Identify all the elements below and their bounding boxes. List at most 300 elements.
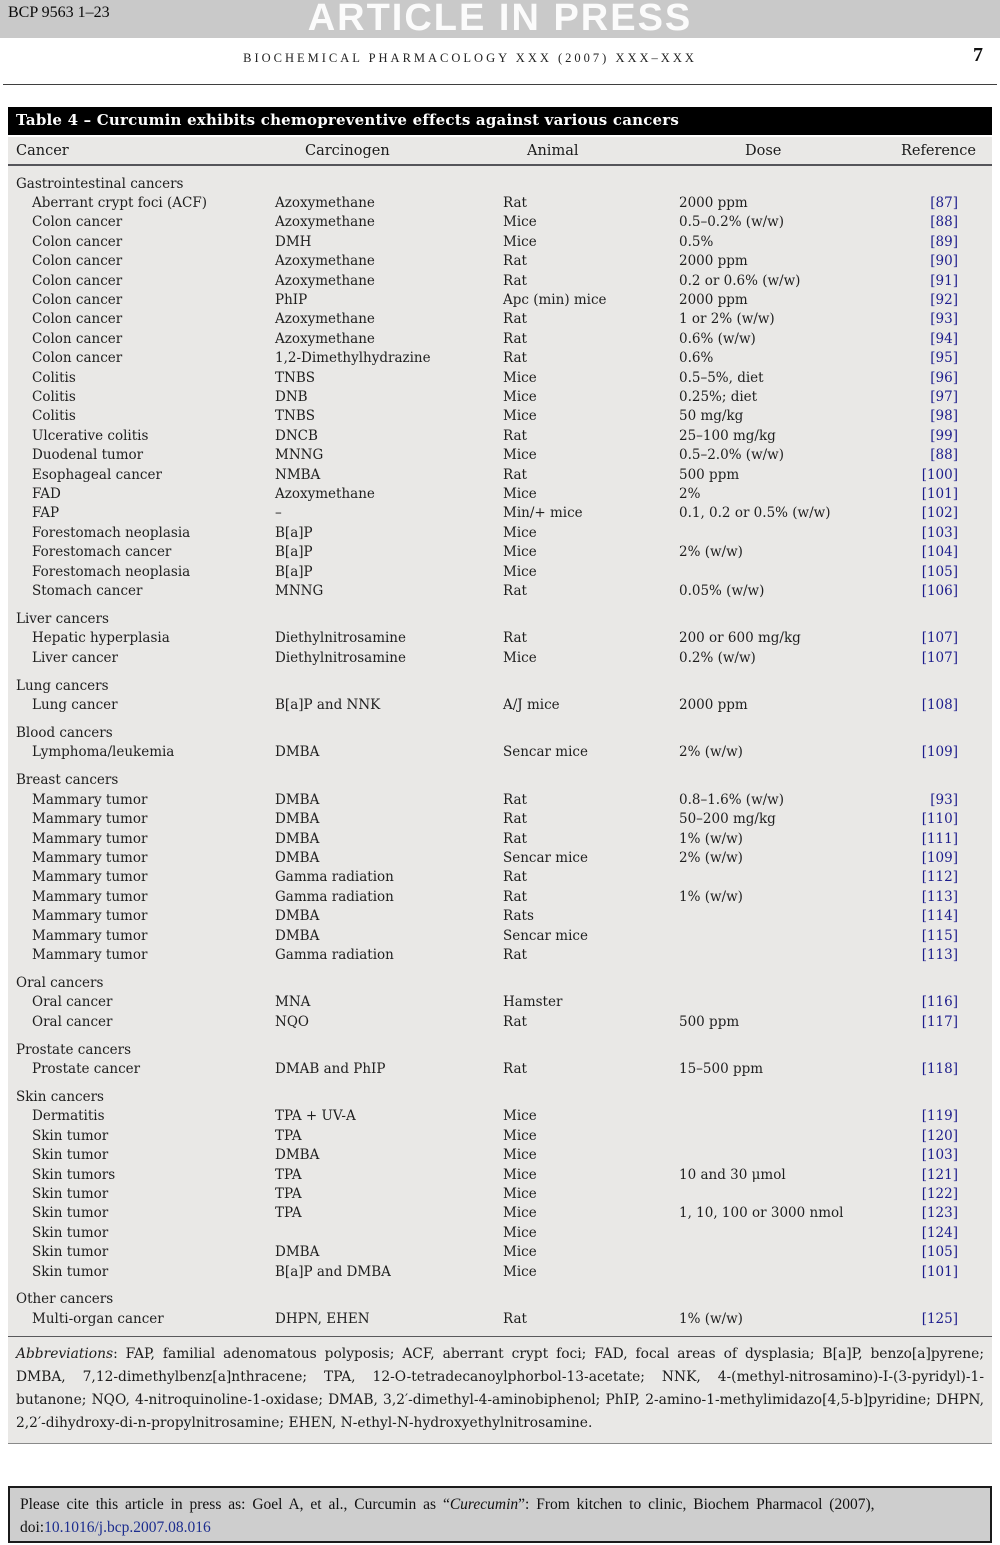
reference-link[interactable]: [105] bbox=[921, 563, 958, 580]
cell-cancer: Colon cancer bbox=[32, 311, 123, 328]
column-header: Cancer bbox=[8, 137, 275, 165]
table-row bbox=[8, 310, 992, 329]
reference-link[interactable]: [123] bbox=[921, 1205, 958, 1222]
cell-carcinogen: PhIP bbox=[275, 291, 308, 308]
cell-cancer: Forestomach cancer bbox=[32, 544, 172, 561]
cell-animal: Rat bbox=[503, 888, 527, 905]
table-row bbox=[8, 252, 992, 271]
cell-cancer: Aberrant crypt foci (ACF) bbox=[32, 194, 208, 211]
table-4 bbox=[8, 107, 992, 1444]
cell-animal: Rat bbox=[503, 1060, 527, 1077]
cell-dose: 1% (w/w) bbox=[679, 1310, 743, 1327]
cell-cancer: Esophageal cancer bbox=[32, 466, 162, 483]
cell-dose: 2000 ppm bbox=[679, 697, 748, 714]
cell-reference bbox=[900, 1185, 992, 1204]
cell-reference bbox=[900, 485, 992, 504]
cell-animal: Mice bbox=[503, 544, 537, 561]
cell-reference bbox=[900, 1310, 992, 1336]
cell-animal: Mice bbox=[503, 1108, 537, 1125]
reference-link[interactable]: [96] bbox=[930, 369, 958, 386]
cell-carcinogen: Azoxymethane bbox=[275, 486, 375, 502]
cell-carcinogen: B[a]P and NNK bbox=[275, 697, 381, 714]
cell-reference bbox=[900, 888, 992, 907]
table-row bbox=[8, 1204, 992, 1223]
reference-link[interactable]: [125] bbox=[921, 1310, 958, 1327]
cell-animal: Mice bbox=[503, 563, 537, 580]
cell-animal: Rat bbox=[503, 427, 527, 444]
cell-dose: 0.1, 0.2 or 0.5% (w/w) bbox=[679, 505, 831, 522]
cell-cancer: Multi-organ cancer bbox=[32, 1310, 164, 1327]
reference-link[interactable]: [108] bbox=[921, 697, 958, 714]
cell-animal: Rat bbox=[503, 311, 527, 328]
cell-cancer: Mammary tumor bbox=[32, 888, 148, 905]
cell-carcinogen: Azoxymethane bbox=[275, 311, 375, 328]
table-title: Table 4 – Curcumin exhibits chemopreventive effects against various cancers bbox=[8, 107, 992, 135]
cell-cancer: Stomach cancer bbox=[32, 583, 143, 600]
cell-carcinogen: DMBA bbox=[275, 1147, 320, 1164]
table-row bbox=[8, 830, 992, 849]
cell-dose: 2% bbox=[679, 486, 701, 502]
cell-dose: 1% (w/w) bbox=[679, 830, 743, 847]
table-row bbox=[8, 233, 992, 252]
cell-reference bbox=[900, 310, 992, 329]
cell-cancer: Mammary tumor bbox=[32, 946, 148, 963]
cell-animal: Rat bbox=[503, 253, 527, 270]
cell-cancer: Skin tumors bbox=[32, 1166, 116, 1183]
cell-cancer: Colon cancer bbox=[32, 350, 123, 367]
table-row bbox=[8, 272, 992, 291]
cell-cancer: Skin tumor bbox=[32, 1147, 109, 1164]
cell-animal: Rat bbox=[503, 350, 527, 367]
cell-animal: Mice bbox=[503, 369, 537, 386]
cell-reference bbox=[900, 1060, 992, 1079]
cell-animal: Mice bbox=[503, 388, 537, 405]
section-header: Skin cancers bbox=[16, 1088, 104, 1105]
table-row bbox=[8, 791, 992, 810]
cell-cancer: Ulcerative colitis bbox=[32, 427, 149, 444]
cell-dose: 1% (w/w) bbox=[679, 888, 743, 905]
cell-animal: Mice bbox=[503, 1127, 537, 1144]
cell-cancer: Mammary tumor bbox=[32, 791, 148, 808]
table-row bbox=[8, 849, 992, 868]
table-row bbox=[8, 1185, 992, 1204]
cell-reference bbox=[900, 543, 992, 562]
cell-cancer: Colon cancer bbox=[32, 272, 123, 289]
cell-dose: 1, 10, 100 or 3000 nmol bbox=[679, 1205, 844, 1222]
cell-reference bbox=[900, 446, 992, 465]
cell-cancer: Prostate cancer bbox=[32, 1060, 141, 1077]
header-divider bbox=[3, 84, 997, 85]
cell-dose bbox=[679, 1107, 900, 1126]
cell-reference bbox=[900, 1013, 992, 1032]
cell-dose bbox=[679, 1224, 900, 1243]
table-row bbox=[8, 993, 992, 1012]
reference-link[interactable]: [93] bbox=[930, 791, 958, 808]
cell-carcinogen: NMBA bbox=[275, 466, 321, 483]
cell-reference bbox=[900, 291, 992, 310]
cell-carcinogen: DMBA bbox=[275, 908, 320, 925]
cell-reference bbox=[900, 330, 992, 349]
cell-carcinogen: DNCB bbox=[275, 427, 318, 444]
cell-cancer: Mammary tumor bbox=[32, 830, 148, 847]
cell-carcinogen: DMBA bbox=[275, 744, 320, 761]
cell-reference bbox=[900, 1224, 992, 1243]
cell-carcinogen: TPA bbox=[275, 1127, 302, 1144]
cell-cancer: Forestomach neoplasia bbox=[32, 563, 191, 580]
cell-dose: 0.8–1.6% (w/w) bbox=[679, 791, 785, 808]
reference-link[interactable]: [102] bbox=[921, 505, 958, 522]
cell-cancer: Colon cancer bbox=[32, 253, 123, 270]
table-row bbox=[8, 504, 992, 523]
table-row bbox=[8, 194, 992, 213]
cell-animal: Rat bbox=[503, 466, 527, 483]
cell-reference bbox=[900, 1204, 992, 1223]
table-row bbox=[8, 427, 992, 446]
cell-carcinogen: Azoxymethane bbox=[275, 330, 375, 347]
cell-animal: Apc (min) mice bbox=[503, 291, 607, 308]
cell-dose: 2000 ppm bbox=[679, 253, 748, 270]
cell-carcinogen: Gamma radiation bbox=[275, 888, 394, 905]
cell-carcinogen: DMBA bbox=[275, 927, 320, 944]
section-header: Prostate cancers bbox=[16, 1041, 132, 1058]
page-number: 7 bbox=[973, 44, 983, 66]
cell-animal: Mice bbox=[503, 1185, 537, 1202]
reference-link[interactable]: [115] bbox=[921, 927, 958, 944]
cell-dose: 15–500 ppm bbox=[679, 1060, 764, 1077]
cell-animal: Rat bbox=[503, 946, 527, 963]
section-header-row bbox=[8, 601, 992, 629]
table-row bbox=[8, 407, 992, 426]
table-row bbox=[8, 1224, 992, 1243]
cell-animal: Mice bbox=[503, 214, 537, 231]
reference-link[interactable]: [106] bbox=[921, 583, 958, 600]
cell-cancer: Lung cancer bbox=[32, 697, 118, 714]
reference-link[interactable]: [113] bbox=[921, 888, 958, 905]
cell-dose: 0.5% bbox=[679, 233, 714, 250]
cell-reference bbox=[900, 504, 992, 523]
cell-cancer: Skin tumor bbox=[32, 1185, 109, 1202]
section-header: Oral cancers bbox=[16, 974, 104, 991]
cell-carcinogen: TPA + UV-A bbox=[275, 1108, 356, 1125]
table-row bbox=[8, 649, 992, 668]
cell-carcinogen: Gamma radiation bbox=[275, 869, 394, 886]
reference-link[interactable]: [117] bbox=[921, 1013, 958, 1030]
reference-link[interactable]: [105] bbox=[921, 1244, 958, 1261]
section-header: Other cancers bbox=[16, 1291, 114, 1308]
abbreviations-note bbox=[8, 1336, 992, 1444]
table-row bbox=[8, 1146, 992, 1165]
cell-animal: Mice bbox=[503, 1147, 537, 1164]
reference-link[interactable]: [103] bbox=[921, 524, 958, 541]
cell-carcinogen: NQO bbox=[275, 1013, 309, 1030]
cell-reference bbox=[900, 369, 992, 388]
reference-link[interactable]: [100] bbox=[921, 466, 958, 483]
cell-carcinogen: DMBA bbox=[275, 811, 320, 828]
cell-animal: Rat bbox=[503, 630, 527, 647]
journal-header: BIOCHEMICAL PHARMACOLOGY XXX (2007) XXX–XXX bbox=[243, 51, 697, 65]
cell-carcinogen: MNNG bbox=[275, 447, 324, 464]
reference-link[interactable]: [118] bbox=[921, 1060, 958, 1077]
reference-link[interactable]: [111] bbox=[921, 830, 958, 847]
cell-dose: 25–100 mg/kg bbox=[679, 427, 776, 444]
cell-cancer: Colitis bbox=[32, 369, 76, 386]
reference-link[interactable]: [109] bbox=[921, 849, 958, 866]
cell-cancer: Colon cancer bbox=[32, 214, 123, 231]
manuscript-number: BCP 9563 1–23 bbox=[8, 4, 110, 21]
section-header-row bbox=[8, 1079, 992, 1107]
reference-link[interactable]: [110] bbox=[921, 811, 958, 828]
cell-dose: 0.6% (w/w) bbox=[679, 330, 756, 347]
cell-dose: 2% (w/w) bbox=[679, 849, 743, 866]
reference-link[interactable]: [121] bbox=[921, 1166, 958, 1183]
cell-reference bbox=[900, 1107, 992, 1126]
reference-link[interactable]: [97] bbox=[930, 388, 958, 405]
table-row bbox=[8, 1263, 992, 1282]
cell-dose: 2000 ppm bbox=[679, 291, 748, 308]
cell-reference bbox=[900, 1146, 992, 1165]
cell-reference bbox=[900, 349, 992, 368]
column-header: Reference bbox=[900, 137, 992, 165]
cell-dose: 10 and 30 μmol bbox=[679, 1166, 786, 1183]
cell-reference bbox=[900, 629, 992, 648]
cell-dose: 0.5–0.2% (w/w) bbox=[679, 214, 785, 231]
reference-link[interactable]: [98] bbox=[930, 408, 958, 425]
cell-reference bbox=[900, 946, 992, 965]
cell-reference bbox=[900, 810, 992, 829]
table-row bbox=[8, 582, 992, 601]
cell-cancer: Duodenal tumor bbox=[32, 447, 144, 464]
citation-suffix: ”: From kitchen to clinic, Biochem Pharmacol (2007), bbox=[518, 1496, 875, 1513]
section-header: Lung cancers bbox=[16, 677, 109, 694]
cell-cancer: Mammary tumor bbox=[32, 849, 148, 866]
cell-carcinogen: DMBA bbox=[275, 791, 320, 808]
cell-carcinogen: B[a]P bbox=[275, 524, 313, 541]
table-row bbox=[8, 696, 992, 715]
cell-carcinogen: DNB bbox=[275, 388, 308, 405]
cell-cancer: Colon cancer bbox=[32, 330, 123, 347]
cell-dose bbox=[679, 1185, 900, 1204]
table-row bbox=[8, 543, 992, 562]
cell-animal: Mice bbox=[503, 408, 537, 425]
reference-link[interactable]: [113] bbox=[921, 946, 958, 963]
cell-animal: Rat bbox=[503, 194, 527, 211]
cell-dose bbox=[679, 868, 900, 887]
section-header-row bbox=[8, 1282, 992, 1310]
cell-carcinogen: B[a]P bbox=[275, 563, 313, 580]
cell-animal: Rat bbox=[503, 830, 527, 847]
cell-dose: 2000 ppm bbox=[679, 194, 748, 211]
cell-cancer: Liver cancer bbox=[32, 649, 118, 666]
cell-reference bbox=[900, 849, 992, 868]
cell-carcinogen: B[a]P bbox=[275, 544, 313, 561]
section-header-row bbox=[8, 715, 992, 743]
section-header-row bbox=[8, 165, 992, 194]
cell-carcinogen: TPA bbox=[275, 1205, 302, 1222]
section-header-row bbox=[8, 668, 992, 696]
cell-reference bbox=[900, 868, 992, 887]
table-row bbox=[8, 1060, 992, 1079]
reference-link[interactable]: [92] bbox=[930, 291, 958, 308]
reference-link[interactable]: [94] bbox=[930, 330, 958, 347]
reference-link[interactable]: [120] bbox=[921, 1127, 958, 1144]
table-row bbox=[8, 927, 992, 946]
table-row bbox=[8, 1013, 992, 1032]
cell-animal: Rat bbox=[503, 869, 527, 886]
cell-reference bbox=[900, 907, 992, 926]
reference-link[interactable]: [116] bbox=[921, 994, 958, 1011]
cell-carcinogen: Diethylnitrosamine bbox=[275, 649, 406, 666]
cell-reference bbox=[900, 1243, 992, 1262]
cell-animal: Mice bbox=[503, 649, 537, 666]
cell-dose: 50–200 mg/kg bbox=[679, 811, 776, 828]
cell-animal: Sencar mice bbox=[503, 849, 588, 866]
cell-carcinogen: DMH bbox=[275, 233, 312, 250]
cell-reference bbox=[900, 1127, 992, 1146]
reference-link[interactable]: [87] bbox=[930, 194, 958, 211]
cell-carcinogen: Azoxymethane bbox=[275, 253, 375, 270]
cell-carcinogen: 1,2-Dimethylhydrazine bbox=[275, 350, 431, 367]
reference-link[interactable]: [90] bbox=[930, 253, 958, 270]
cell-reference bbox=[900, 563, 992, 582]
section-header-row bbox=[8, 1032, 992, 1060]
cell-dose: 2% (w/w) bbox=[679, 744, 743, 761]
cell-animal: Mice bbox=[503, 524, 537, 541]
column-header-row bbox=[8, 137, 992, 165]
reference-link[interactable]: [124] bbox=[921, 1224, 958, 1241]
reference-link[interactable]: [91] bbox=[930, 272, 958, 289]
reference-link[interactable]: [103] bbox=[921, 1147, 958, 1164]
cell-animal: Mice bbox=[503, 1224, 537, 1241]
cell-cancer: Colitis bbox=[32, 408, 76, 425]
cell-cancer: Forestomach neoplasia bbox=[32, 524, 191, 541]
reference-link[interactable]: [109] bbox=[921, 744, 958, 761]
cell-reference bbox=[900, 194, 992, 213]
column-header: Animal bbox=[503, 137, 679, 165]
article-in-press-title: ARTICLE IN PRESS bbox=[307, 0, 693, 39]
cell-animal: Mice bbox=[503, 1263, 537, 1280]
cell-cancer: Mammary tumor bbox=[32, 908, 148, 925]
reference-link[interactable]: [107] bbox=[921, 649, 958, 666]
cell-animal: Rat bbox=[503, 330, 527, 347]
reference-link[interactable]: [88] bbox=[930, 214, 958, 231]
cell-cancer: Skin tumor bbox=[32, 1224, 109, 1241]
cell-dose: 500 ppm bbox=[679, 1013, 740, 1030]
cell-carcinogen bbox=[275, 1224, 503, 1243]
table-row bbox=[8, 446, 992, 465]
cell-dose: 0.6% bbox=[679, 350, 714, 367]
doi-label: doi: bbox=[20, 1519, 45, 1536]
reference-link[interactable]: [89] bbox=[930, 233, 958, 250]
reference-link[interactable]: [114] bbox=[921, 908, 958, 925]
cell-reference bbox=[900, 407, 992, 426]
cell-dose: 2% (w/w) bbox=[679, 544, 743, 561]
table-row bbox=[8, 349, 992, 368]
column-header: Carcinogen bbox=[275, 137, 503, 165]
cell-cancer: Oral cancer bbox=[32, 994, 113, 1011]
cell-dose: 0.5–5%, diet bbox=[679, 369, 764, 386]
table-row bbox=[8, 1243, 992, 1262]
reference-link[interactable]: [104] bbox=[921, 544, 958, 561]
cell-cancer: Mammary tumor bbox=[32, 869, 148, 886]
cell-cancer: Oral cancer bbox=[32, 1013, 113, 1030]
table-row bbox=[8, 369, 992, 388]
table-row bbox=[8, 743, 992, 762]
cell-reference bbox=[900, 993, 992, 1012]
reference-link[interactable]: [88] bbox=[930, 447, 958, 464]
cell-carcinogen: Azoxymethane bbox=[275, 214, 375, 231]
reference-link[interactable]: [95] bbox=[930, 350, 958, 367]
cell-animal: Mice bbox=[503, 447, 537, 464]
cell-animal: Mice bbox=[503, 1166, 537, 1183]
article-in-press-banner bbox=[0, 0, 1000, 38]
table-row bbox=[8, 1127, 992, 1146]
reference-link[interactable]: [101] bbox=[921, 1263, 958, 1280]
cell-reference bbox=[900, 696, 992, 715]
cell-carcinogen: B[a]P and DMBA bbox=[275, 1263, 391, 1280]
cell-carcinogen: DHPN, EHEN bbox=[275, 1310, 370, 1327]
cell-dose: 0.2% (w/w) bbox=[679, 649, 756, 666]
cell-animal: Rat bbox=[503, 1310, 527, 1327]
citation-text bbox=[20, 1496, 874, 1513]
doi-link[interactable]: 10.1016/j.bcp.2007.08.016 bbox=[44, 1519, 211, 1536]
cell-reference bbox=[900, 213, 992, 232]
reference-link[interactable]: [122] bbox=[921, 1185, 958, 1202]
cell-dose: 0.05% (w/w) bbox=[679, 583, 765, 600]
cell-dose bbox=[679, 563, 900, 582]
cell-dose bbox=[679, 927, 900, 946]
cell-carcinogen: Diethylnitrosamine bbox=[275, 630, 406, 647]
cell-cancer: Mammary tumor bbox=[32, 811, 148, 828]
cell-animal: Min/+ mice bbox=[503, 505, 583, 522]
section-header: Liver cancers bbox=[16, 610, 109, 627]
table-row bbox=[8, 810, 992, 829]
section-header: Breast cancers bbox=[16, 772, 119, 789]
cell-cancer: Skin tumor bbox=[32, 1263, 109, 1280]
cell-reference bbox=[900, 466, 992, 485]
cell-animal: Hamster bbox=[503, 994, 563, 1011]
cell-carcinogen: DMBA bbox=[275, 1244, 320, 1261]
cell-carcinogen: TNBS bbox=[275, 369, 315, 386]
cell-dose bbox=[679, 524, 900, 543]
reference-link[interactable]: [119] bbox=[921, 1108, 958, 1125]
cell-reference bbox=[900, 252, 992, 271]
cell-carcinogen: Azoxymethane bbox=[275, 272, 375, 289]
cell-dose bbox=[679, 993, 900, 1012]
reference-link[interactable]: [107] bbox=[921, 630, 958, 647]
reference-link[interactable]: [99] bbox=[930, 427, 958, 444]
reference-link[interactable]: [93] bbox=[930, 311, 958, 328]
cell-cancer: Skin tumor bbox=[32, 1127, 109, 1144]
cell-cancer: FAD bbox=[32, 486, 61, 502]
cell-dose bbox=[679, 1127, 900, 1146]
cell-cancer: Mammary tumor bbox=[32, 927, 148, 944]
cell-carcinogen: Azoxymethane bbox=[275, 194, 375, 211]
cell-cancer: Colitis bbox=[32, 388, 76, 405]
cell-dose: 200 or 600 mg/kg bbox=[679, 630, 801, 647]
table-row bbox=[8, 1107, 992, 1126]
abbreviations-text: : FAP, familial adenomatous polyposis; ACF, aberrant crypt foci; FAD, focal areas of dysplasia; B[a]P, benzo[a]pyrene; DMBA, 7,12-dimethylbenz[a]nthracene; TPA, 12-O-tetradecanoylphorbol-13-acetate; NNK, 4-(methyl-nitrosamino)-I-(3-pyridyl)-1-butanone; NQO, 4-nitroquinoline-1-oxidase; DMAB, 3,2′-dimethyl-4-aminobiphenol; PhIP, 2-amino-1-methylimidazo[4,5-b]pyridine; DHPN, 2,2′-dihydroxy-di-n-propylnitrosamine; EHEN, N-ethyl-N-hydroxyethylnitrosamine. bbox=[16, 1346, 984, 1432]
table-row bbox=[8, 868, 992, 887]
reference-link[interactable]: [112] bbox=[921, 869, 958, 886]
cell-dose: 0.5–2.0% (w/w) bbox=[679, 447, 785, 464]
cell-reference bbox=[900, 388, 992, 407]
cell-cancer: Skin tumor bbox=[32, 1244, 109, 1261]
reference-link[interactable]: [101] bbox=[921, 486, 958, 502]
table-row bbox=[8, 291, 992, 310]
table-row bbox=[8, 1166, 992, 1185]
cell-reference bbox=[900, 649, 992, 668]
cell-reference bbox=[900, 272, 992, 291]
